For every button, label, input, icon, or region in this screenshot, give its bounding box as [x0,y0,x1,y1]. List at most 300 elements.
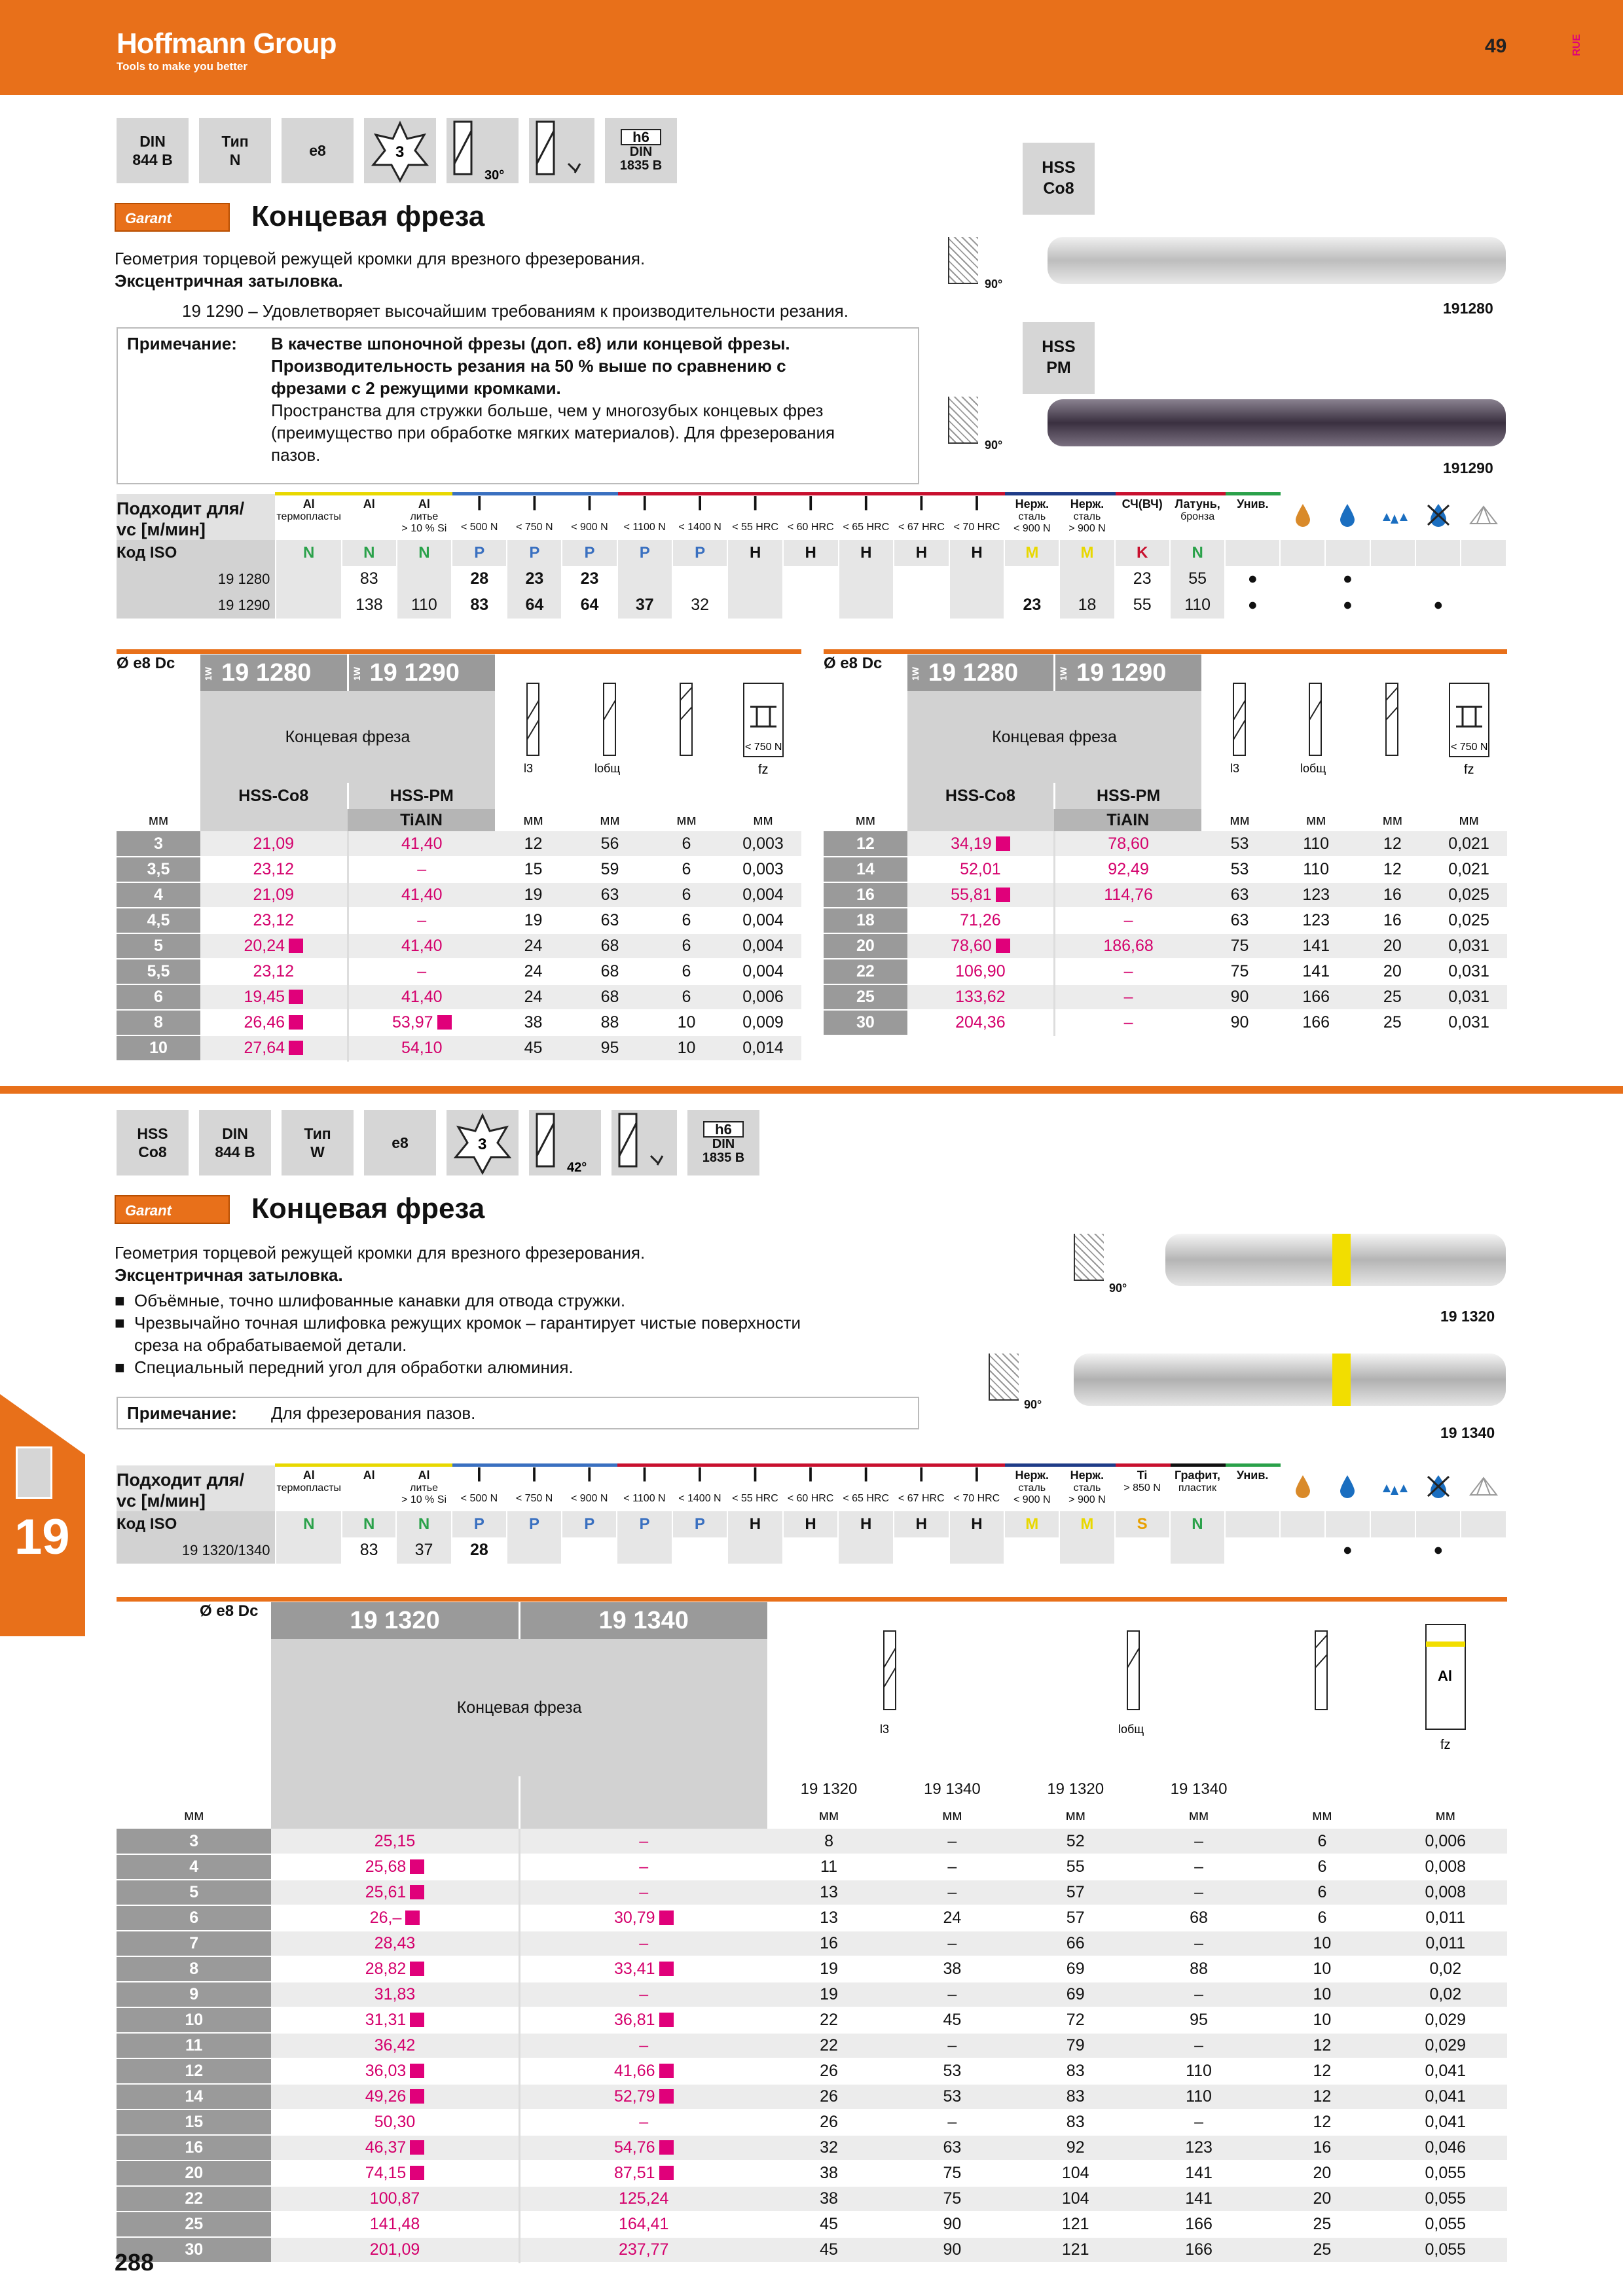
material-head: HSS-Co8 [907,783,1055,809]
total-length: 166 [1278,1010,1355,1035]
feed-per-tooth: 0,031 [1431,933,1507,959]
suitability-table-1: Подходит для/ vc [м/мин] Al термопласты Al Al литье > 10 % Si Ⅰ < 500 N Ⅰ < 750 N Ⅰ < 900 N Ⅰ < 1100 N Ⅰ < 1400 N Ⅰ < 55 HRC Ⅰ < 60 HRC Ⅰ < 65 HRC Ⅰ < 67 HRC Ⅰ < 70 HRC Нерж. сталь < 900 N Нерж. сталь > 900 N СЧ(ВЧ) Латунь, бронза Унив. Код ISO N N N P P P P P H H H H H M M K N 19 1280 83 28 23 23 23 55 ● ● 19 1290 138 110 83 64 64 37 32 23 18 55 110 ● ● ● [117,492,1507,619]
svg-text:3: 3 [395,143,405,161]
price: 49,26 [271,2084,519,2109]
unit: мм [1382,812,1402,828]
cutting-speed [949,1537,1005,1564]
material-column-head: Ⅰ < 500 N [452,494,507,540]
price: 26,46 [200,1010,348,1035]
dimension-value: 16 [767,1931,890,1956]
dimension-value: – [1137,1880,1260,1905]
dimension-value: – [1137,1854,1260,1880]
diameter: 12 [824,831,907,857]
chapter-number: 19 [14,1509,70,1565]
feed-per-tooth: 0,006 [725,984,801,1010]
price: 46,37 [271,2135,519,2161]
cutting-speed: 110 [397,592,452,619]
material-column-head: Ⅰ < 70 HRC [949,494,1005,540]
total-length-icon [572,655,648,809]
dimension-value: 123 [1137,2135,1260,2161]
diameter: 4 [117,1854,271,1880]
iso-code: N [397,540,452,566]
language-code: RUE [1571,34,1582,56]
mist-icon [1370,494,1415,540]
unit: мм [184,1807,204,1823]
note-line: Производительность резания на 50 % выше по сравнению с [271,356,786,376]
material-column-head: Ⅰ < 500 N [452,1465,507,1511]
diameter: 5,5 [117,959,200,984]
dimension-value: 6 [1260,1829,1383,1854]
cutting-speed [1170,1537,1226,1564]
diameter: 5 [117,933,200,959]
dimension-value: 92 [1014,2135,1137,2161]
unit: мм [1312,1807,1332,1823]
unit: мм [818,1807,839,1823]
l3-icon [1201,655,1278,809]
iso-code [1225,540,1280,566]
cutting-speed [507,1537,562,1564]
price: 141,48 [271,2212,519,2237]
feed-per-tooth: 0,004 [725,908,801,933]
total-length: 68 [572,984,648,1010]
cutting-speed [562,1537,617,1564]
note-box [117,1397,919,1429]
iso-code: N [396,1511,452,1537]
svg-text:fz: fz [1463,762,1474,777]
dimension-value: 57 [1014,1905,1137,1931]
material-column-head: Ⅰ < 1100 N [617,1465,672,1511]
diameter: 30 [824,1010,907,1035]
material-column-head: Ti > 850 N [1115,1465,1170,1511]
iso-code: P [507,540,562,566]
iso-code: P [672,540,727,566]
cutter-length: 6 [648,857,725,882]
stock-marker [659,2064,674,2078]
stock-marker [659,2166,674,2180]
diameter: 20 [824,933,907,959]
spec-badge: e8 [364,1110,436,1175]
price: – [348,908,495,933]
total-length: 141 [1278,959,1355,984]
iso-code: H [838,1511,894,1537]
dimension-value: – [890,1880,1013,1905]
diameter: 16 [117,2135,271,2161]
price: – [519,1982,767,2007]
total-length: 68 [572,959,648,984]
price: 237,77 [519,2237,767,2263]
dimension-value: 83 [1014,2109,1137,2135]
diameter: 30 [117,2237,271,2263]
price: 27,64 [200,1035,348,1061]
price: 41,40 [348,984,495,1010]
desc-line: Геометрия торцевой режущей кромки для врезного фрезерования. [115,249,646,268]
air-icon [1461,1465,1506,1511]
unit: мм [676,812,697,828]
dimension-value: 13 [767,1905,890,1931]
price: 20,24 [200,933,348,959]
plunge-icon [611,1110,677,1175]
mist-icon [1370,1465,1415,1511]
dimension-value: – [1137,1982,1260,2007]
material-column-head: СЧ(ВЧ) [1115,494,1170,540]
iso-code: N [1170,540,1226,566]
price: 41,40 [348,831,495,857]
diameter: 3 [117,1829,271,1854]
diameter: 14 [117,2084,271,2109]
spec-badge: HSS Co8 [117,1110,189,1175]
svg-text:l3: l3 [1230,761,1239,775]
coating: TiAIN [1054,809,1201,831]
stock-marker [410,1859,424,1874]
svg-text:30°: 30° [484,168,505,183]
price: – [1054,908,1201,933]
angle-icon [948,237,978,284]
row-code: 19 1320/1340 [117,1537,276,1564]
feed-per-tooth: 0,014 [725,1035,801,1061]
price: 55,81 [907,882,1055,908]
price: 78,60 [907,933,1055,959]
cutting-speed [894,1537,949,1564]
price: 52,79 [519,2084,767,2109]
spec-badge: e8 [282,118,354,183]
dimension-value: 0,041 [1384,2109,1507,2135]
spec-badge: Тип W [282,1110,354,1175]
corner-page-number: 49 [1485,35,1507,57]
dimension-value: 0,02 [1384,1982,1507,2007]
dimension-value: 24 [890,1905,1013,1931]
stock-marker [289,1015,303,1030]
l3-value: 19 [495,908,572,933]
price: 41,40 [348,933,495,959]
dimension-value: 38 [890,1956,1013,1982]
iso-code: N [276,1511,342,1537]
diameter: 14 [824,857,907,882]
svg-text:lобщ: lобщ [1300,761,1326,775]
iso-code [1225,1511,1280,1537]
section-title: Концевая фреза [251,1193,485,1225]
stock-marker [659,2140,674,2155]
stock-marker [289,990,303,1004]
dimension-value: 0,011 [1384,1931,1507,1956]
dimension-value: 26 [767,2084,890,2109]
material-column-head: Ⅰ < 900 N [562,494,617,540]
dimension-table-2 [117,1602,1507,2263]
angle-label: 90° [1109,1282,1127,1295]
material-head: HSS-Co8 [200,783,348,809]
dimension-value: – [890,1829,1013,1854]
material-column-head: Ⅰ < 1400 N [672,494,727,540]
dimension-value: 0,029 [1384,2033,1507,2058]
three-flutes-icon [364,118,436,183]
feed-per-tooth: 0,009 [725,1010,801,1035]
unit: мм [1188,1807,1209,1823]
price: 114,76 [1054,882,1201,908]
dimension-value: 20 [1260,2186,1383,2212]
material-column-head: Нерж. сталь > 900 N [1059,1465,1114,1511]
cutting-speed [727,566,783,592]
unit: мм [148,812,169,828]
material-column-head: Ⅰ < 60 HRC [783,494,839,540]
cutting-speed [617,1537,672,1564]
dimension-value: 75 [890,2161,1013,2186]
note-line: фрезами с 2 режущими кромками. [271,378,561,398]
diameter: 22 [117,2186,271,2212]
cutting-speed [1004,566,1059,592]
price: 54,10 [348,1035,495,1061]
cutting-speed [1059,1537,1114,1564]
material-column-head: Al термопласты [276,1465,342,1511]
diameter: 9 [117,1982,271,2007]
cutting-speed [276,592,342,619]
stock-marker [410,2013,424,2027]
iso-code: N [342,540,397,566]
svg-text:< 750 N: < 750 N [1450,741,1488,753]
spec-badge: Тип N [199,118,271,183]
dimension-value: 104 [1014,2186,1137,2212]
dimension-value: 0,011 [1384,1905,1507,1931]
dimension-value: 11 [767,1854,890,1880]
unit: мм [600,812,620,828]
diameter: 22 [824,959,907,984]
cutting-speed [839,592,894,619]
sub-code: 19 1320 [1047,1780,1104,1798]
cutter-length: 6 [648,908,725,933]
l3-icon [495,655,572,809]
cutter-code-3: 19 1320 [1440,1308,1495,1325]
dimension-value: 10 [1260,1982,1383,2007]
cutting-speed [672,566,727,592]
dimension-value: 22 [767,2007,890,2033]
feed-per-tooth: 0,021 [1431,831,1507,857]
unit: мм [753,812,773,828]
feed-per-tooth: 0,025 [1431,908,1507,933]
price: – [519,1880,767,1905]
cutting-speed [727,1537,783,1564]
cutting-speed: 23 [507,566,562,592]
air-icon [1461,494,1506,540]
cutter-length: 6 [648,882,725,908]
price: 26,– [271,1905,519,1931]
stock-marker [996,888,1010,902]
l3-value: 12 [495,831,572,857]
material-column-head: Ⅰ < 67 HRC [894,494,949,540]
dimension-value: 16 [1260,2135,1383,2161]
diameter: 4,5 [117,908,200,933]
dimension-value: 141 [1137,2161,1260,2186]
cutting-speed: 83 [342,566,397,592]
price: 34,19 [907,831,1055,857]
price: 28,82 [271,1956,519,1982]
dimension-value: 53 [890,2058,1013,2084]
l3-value: 24 [495,984,572,1010]
product-code: 19 1320 [271,1602,519,1639]
cutting-speed: 110 [1170,592,1226,619]
iso-code: P [452,540,507,566]
product-code: 1W 19 1290 [1054,655,1201,691]
dimension-value: 38 [767,2161,890,2186]
angle-label: 90° [985,278,1003,291]
dimension-value: 69 [1014,1982,1137,2007]
cutting-speed: 64 [507,592,562,619]
price: 52,01 [907,857,1055,882]
iso-code: H [727,540,783,566]
unit: мм [1459,812,1479,828]
droplet-blue-icon [1325,494,1370,540]
cutter-length: 20 [1355,959,1431,984]
cutting-speed: 64 [562,592,617,619]
cutting-speed: 32 [672,592,727,619]
dimension-value: 0,008 [1384,1854,1507,1880]
price: 92,49 [1054,857,1201,882]
dimension-value: 0,046 [1384,2135,1507,2161]
dimension-value: 57 [1014,1880,1137,1905]
dimension-value: 141 [1137,2186,1260,2212]
cutter-length: 25 [1355,984,1431,1010]
material-column-head: Графит, пластик [1170,1465,1226,1511]
l3-value: 24 [495,959,572,984]
note-text [271,332,835,466]
feed-per-tooth: 0,031 [1431,959,1507,984]
price: – [1054,984,1201,1010]
cutting-speed: 23 [1004,592,1059,619]
l3-value: 19 [495,882,572,908]
dimension-value: – [890,2109,1013,2135]
cutting-speed [783,1537,839,1564]
cutting-speed [839,566,894,592]
dimension-value: 0,041 [1384,2058,1507,2084]
material-column-head: Ⅰ < 750 N [507,494,562,540]
cutter-code-1: 191280 [1443,300,1493,317]
cutting-speed [949,592,1005,619]
iso-label: Код ISO [117,1511,276,1537]
note-line: Пространства для стружки больше, чем у многозубых концевых фрез [271,401,824,420]
svg-text:l3: l3 [523,761,533,775]
diameter-label: Ø e8 Dc [117,655,175,672]
material-head: HSS-PM [348,783,495,809]
material-column-head: Ⅰ < 70 HRC [949,1465,1005,1511]
cutter-icon [648,655,725,809]
total-length: 141 [1278,933,1355,959]
cutting-speed [783,592,839,619]
price: 21,09 [200,831,348,857]
dimension-value: 53 [890,2084,1013,2109]
material-head: HSS-PM [1054,783,1201,809]
cutting-speed: 28 [452,1537,507,1564]
dimension-value: – [890,1982,1013,2007]
feed-per-tooth: 0,004 [725,933,801,959]
dimension-value: 26 [767,2058,890,2084]
dimension-value: 104 [1014,2161,1137,2186]
material-column-head: Ⅰ < 1100 N [617,494,672,540]
bullet-item: среза на обрабатываемой детали. [134,1335,407,1355]
material-column-head: Нерж. сталь < 900 N [1004,1465,1059,1511]
dimension-value: 26 [767,2109,890,2135]
diameter: 10 [117,2007,271,2033]
dimension-value: 83 [1014,2058,1137,2084]
total-length: 59 [572,857,648,882]
cutter-length: 10 [648,1010,725,1035]
price: 28,43 [271,1931,519,1956]
cutter-length: 6 [648,933,725,959]
svg-text:3: 3 [478,1136,487,1153]
shank-din-badge: h6 DIN 1835 B [605,118,677,183]
material-column-head: Al литье > 10 % Si [397,494,452,540]
stock-marker [410,2166,424,2180]
shank-din-badge: h6 DIN 1835 B [687,1110,759,1175]
iso-code: M [1004,1511,1059,1537]
cutting-speed: ● [1225,566,1280,592]
dimension-value: 32 [767,2135,890,2161]
material-badge-1: HSS Co8 [1023,143,1095,215]
price: 201,09 [271,2237,519,2263]
tool-name: Концевая фреза [907,691,1201,783]
price: – [519,2033,767,2058]
dimension-value: 55 [1014,1854,1137,1880]
svg-text:< 750 N: < 750 N [744,741,782,753]
iso-code: H [949,540,1005,566]
dimension-value: 66 [1014,1931,1137,1956]
cutting-speed: 37 [617,592,672,619]
desc-bold: Эксцентричная затыловка. [115,271,343,291]
cutting-speed [894,566,949,592]
diameter: 10 [117,1035,200,1061]
dimension-value: – [1137,1829,1260,1854]
price: 36,42 [271,2033,519,2058]
l3-value: 53 [1201,831,1278,857]
dimension-value: 25 [1260,2212,1383,2237]
dimension-value: 121 [1014,2212,1137,2237]
iso-code: N [342,1511,396,1537]
price: 53,97 [348,1010,495,1035]
cutting-speed [838,1537,894,1564]
dimension-value: – [1137,2033,1260,2058]
cutting-speed [397,566,452,592]
price: – [348,857,495,882]
total-length: 56 [572,831,648,857]
garant-logo: Garant [115,203,230,232]
garant-logo: Garant [115,1195,230,1224]
unit: мм [523,812,543,828]
droplet-orange-icon [1280,494,1325,540]
total-length: 110 [1278,857,1355,882]
dimension-value: 0,055 [1384,2212,1507,2237]
total-length: 63 [572,882,648,908]
unit: мм [1306,812,1326,828]
dimension-value: 110 [1137,2058,1260,2084]
product-code: 1W 19 1280 [907,655,1055,691]
note-label: Примечание: [127,334,237,353]
cutter-icon [1260,1602,1383,1776]
iso-code: H [783,1511,839,1537]
dimension-value: 68 [1137,1905,1260,1931]
dimension-value: 52 [1014,1829,1137,1854]
product-code: 1W 19 1290 [348,655,495,691]
diameter: 18 [824,908,907,933]
material-column-head: Ⅰ < 55 HRC [727,1465,783,1511]
dimension-value: 19 [767,1982,890,2007]
spec-badge: DIN 844 B [199,1110,271,1175]
price: 100,87 [271,2186,519,2212]
dimension-value: – [1137,1931,1260,1956]
feed-icon [725,655,801,809]
cutter-image-1 [1048,237,1506,284]
section-separator [0,1086,1623,1094]
diameter: 6 [117,984,200,1010]
stock-marker [405,1910,420,1925]
dimension-value: 10 [1260,1931,1383,1956]
material-column-head: Ⅰ < 65 HRC [839,494,894,540]
note-label: Примечание: [127,1403,237,1423]
